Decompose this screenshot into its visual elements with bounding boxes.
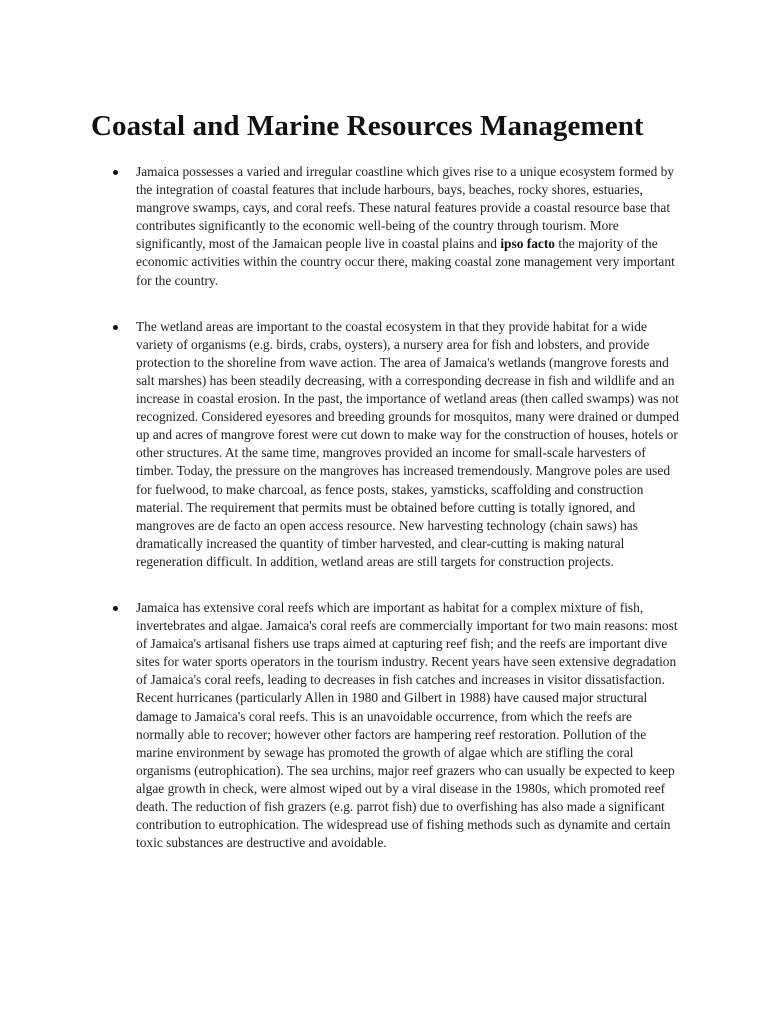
bullet-icon <box>113 170 118 175</box>
bullet-icon <box>113 606 118 611</box>
paragraph-text: Jamaica possesses a varied and irregular coastline which gives rise to a unique ecosystem formed by the integration of coastal features that include harbours, bays, beaches, rocky shores, estuaries, mangrove swamps, cays, and coral reefs. These natural features provide a coastal resource base that contributes significantly to the economic well-being of the country through tourism. More significantly, most of the Jamaican people live in coastal plains and <box>136 164 675 252</box>
bullet-item-coastline <box>136 163 681 290</box>
paragraph-text: Jamaica has extensive coral reefs which are important as habitat for a complex mixture of fish, invertebrates and algae. Jamaica's coral reefs are commercially important for two main reasons: most of Jamaica's artisanal fishers use traps aimed at capturing reef fish; and the reefs are important dive sites for water sports operators in the tourism industry. Recent years have seen extensive degradation of Jamaica's coral reefs, leading to decreases in fish catches and increases in visitor dissatisfaction. Recent hurricanes (particularly Allen in 1980 and Gilbert in 1988) have caused major structural damage to Jamaica's coral reefs. This is an unavoidable occurrence, from which the reefs are normally able to recover; however other factors are hampering reef restoration. Pollution of the marine environment by sewage has promoted the growth of algae which are stifling the coral organisms (eutrophication). The sea urchins, major reef grazers who can usually be expected to keep algae growth in check, were almost wiped out by a viral disease in the 1980s, which promoted reef death. The reduction of fish grazers (e.g. parrot fish) due to overfishing has also made a significant contribution to eutrophication. The widespread use of fishing methods such as dynamite and certain toxic substances are destructive and avoidable. <box>136 599 678 851</box>
page-title: Coastal and Marine Resources Management <box>91 110 644 142</box>
paragraph-text: The wetland areas are important to the coastal ecosystem in that they provide habitat for a wide variety of organisms (e.g. birds, crabs, oysters), a nursery area for fish and lobsters, and provide protection to the shoreline from wave action. The area of Jamaica's wetlands (mangrove forests and salt marshes) has been steadily decreasing, with a corresponding decrease in fish and wildlife and an increase in coastal erosion. In the past, the importance of wetland areas (then called swamps) was not recognized. Considered eyesores and breeding grounds for mosquitos, many were drained or dumped up and acres of mangrove forest were cut down to make way for the construction of houses, hotels or other structures. At the same time, mangroves provided an income for small-scale harvesters of timber. Today, the pressure on the mangroves has increased tremendously. Mangrove poles are used for fuelwood, to make charcoal, as fence posts, stakes, yamsticks, scaffolding and construction material. The requirement that permits must be obtained before cutting is totally ignored, and mangroves are de facto an open access resource. New harvesting technology (chain saws) has dramatically increased the quantity of timber harvested, and clear-cutting is making natural regeneration difficult. In addition, wetland areas are still targets for construction projects. <box>136 318 679 569</box>
bullet-item-coral-reefs <box>136 599 681 852</box>
bold-term: ipso facto <box>500 236 555 252</box>
bullet-icon <box>113 325 118 330</box>
paragraph-text: the majority of the economic activities within the country occur there, making coastal zone management very important for the country. <box>136 236 675 288</box>
bullet-list <box>136 163 681 852</box>
bullet-item-wetlands <box>136 318 681 571</box>
